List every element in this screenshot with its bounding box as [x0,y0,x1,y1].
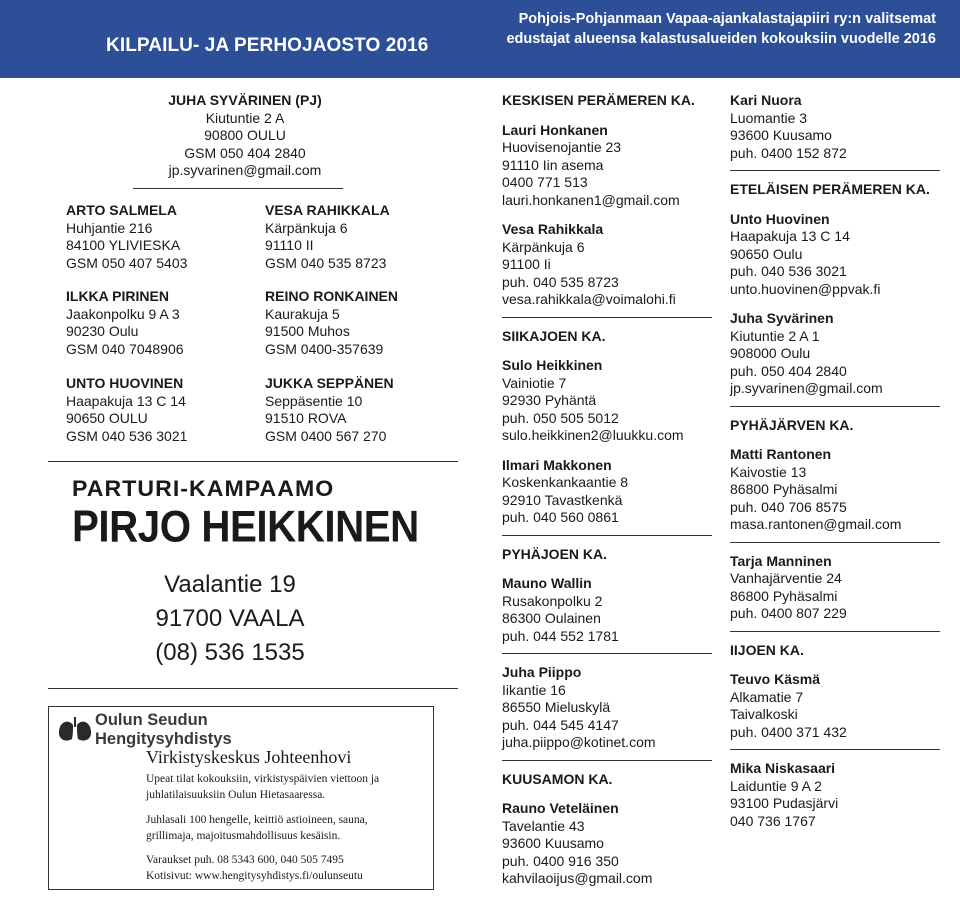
person-line: puh. 040 535 8723 [502,273,619,290]
contact-line: Haapakuja 13 C 14 [66,392,186,409]
person-entry [730,211,940,299]
person-line: puh. 040 560 0861 [502,509,619,525]
contact-line: GSM 040 535 8723 [265,254,387,271]
header-subtitle-line1: Pohjois-Pohjanmaan Vapaa-ajankalastajapiiri ry:n valitsemat [518,11,936,27]
header-banner [0,0,960,78]
person-name: Ilmari Makkonen [502,456,612,473]
health-association-ad [48,706,434,890]
person-entry [730,553,940,623]
person-line: Rusakonpolku 2 [502,592,603,609]
person-name: Mika Niskasaari [730,760,836,776]
person-line: Vanhajärventie 24 [730,570,842,586]
person-entry [502,221,712,309]
person-line: puh. 044 552 1781 [502,627,619,644]
person-line: 93100 Pudasjärvi [730,795,839,811]
barber-ad-name: PIRJO HEIKKINEN [72,501,419,552]
contact-left-3 [66,375,256,445]
person-name: Rauno Veteläinen [502,800,619,816]
person-line: puh. 040 706 8575 [730,498,847,515]
person-line: 92910 Tavastkenkä [502,491,623,508]
person-entry [730,760,940,830]
contact-left-2 [66,288,256,358]
contact-line: 91510 ROVA [265,410,347,426]
person-line: Kaivostie 13 [730,463,807,480]
person-email: kahvilaoijus@gmail.com [502,870,653,886]
person-line: Luomantie 3 [730,109,808,126]
section-heading: ETELÄISEN PERÄMEREN KA. [730,181,930,197]
person-email: unto.huovinen@ppvak.fi [730,280,881,297]
contact-name: ARTO SALMELA [66,202,177,218]
health-ad-title: Virkistyskeskus Johteenhovi [146,747,352,767]
section-divider [502,317,712,318]
chair-contact [150,92,340,180]
contact-line: Huhjantie 216 [66,219,153,236]
person-line: Laiduntie 9 A 2 [730,777,822,794]
section-divider [48,688,458,689]
person-name: Juha Syvärinen [730,310,834,326]
health-ad-paragraph-3 [146,853,363,884]
health-ad-text: Kotisivut: www.hengitysyhdistys.fi/oulunseutu [146,869,363,882]
person-entry [502,664,712,752]
person-line: 91110 Iin asema [502,156,604,173]
contact-line: 90650 OULU [66,410,148,426]
chair-line: Kiutuntie 2 A [205,109,285,126]
barber-ad-street: Vaalantie 19 [164,571,296,598]
person-line: 90650 Oulu [730,245,803,262]
section-divider [730,406,940,407]
section-heading: PYHÄJÄRVEN KA. [730,416,854,433]
health-logo-text [95,711,232,749]
contact-line: 91110 II [265,237,314,253]
person-line: Tavelantie 43 [502,817,585,834]
person-email: juha.piippo@kotinet.com [502,734,656,750]
person-entry [502,800,712,888]
person-line: puh. 050 404 2840 [730,362,847,379]
barber-ad [72,476,419,552]
person-name: Kari Nuora [730,92,802,108]
person-line: 93600 Kuusamo [502,835,604,851]
health-ad-text: Upeat tilat kokouksiin, virkistyspäivien viettoon ja [146,773,380,785]
area-column-right [730,92,940,830]
person-line: Kärpänkuja 6 [502,238,585,255]
person-line: puh. 040 536 3021 [730,263,847,279]
area-column-middle [502,92,712,888]
person-line: puh. 0400 371 432 [730,723,847,740]
person-name: Vesa Rahikkala [502,221,604,237]
contact-name: ILKKA PIRINEN [66,288,169,304]
person-entry [730,92,940,162]
contact-line: 91500 Muhos [265,323,350,339]
person-line: Huovisenojantie 23 [502,139,622,155]
barber-ad-address [110,568,350,670]
contact-right-1 [265,202,455,272]
chair-email: jp.syvarinen@gmail.com [168,162,322,178]
person-entry [502,457,712,527]
contact-line: Seppäsentie 10 [265,392,363,409]
health-ad-text: juhlatilaisuuksiin Oulun Hietasaaressa. [146,788,326,801]
header-subtitle-line2: edustajat alueensa kalastusalueiden kokouksiin vuodelle 2016 [506,31,936,47]
person-entry [502,575,712,645]
header-title: KILPAILU- JA PERHOJAOSTO 2016 [106,35,429,56]
person-line: 908000 Oulu [730,345,811,361]
health-ad-paragraph-2 [146,813,368,844]
barber-ad-city: 91700 VAALA [155,605,305,632]
section-divider [730,749,940,750]
contact-right-2 [265,288,455,358]
person-name: Sulo Heikkinen [502,357,603,373]
person-entry [502,357,712,445]
person-line: 86300 Oulainen [502,610,601,626]
section-heading: KESKISEN PERÄMEREN KA. [502,92,695,108]
contact-line: Kärpänkuja 6 [265,219,348,236]
section-divider [48,461,458,462]
person-line: 0400 771 513 [502,174,588,190]
contact-line: GSM 0400-357639 [265,340,384,357]
lungs-logo-icon [57,715,93,750]
contact-name: VESA RAHIKKALA [265,202,390,218]
person-line: 91100 Ii [502,256,551,272]
person-line: Iikantie 16 [502,681,566,698]
person-line: 86800 Pyhäsalmi [730,481,838,497]
person-line: 86800 Pyhäsalmi [730,587,838,604]
section-divider [730,542,940,543]
health-ad-text: Juhlasali 100 hengelle, keittiö astioineen, sauna, [146,814,368,826]
section-divider [730,170,940,171]
person-line: puh. 044 545 4147 [502,716,619,733]
person-line: 93600 Kuusamo [730,127,832,143]
person-email: jp.syvarinen@gmail.com [730,380,883,396]
person-entry [730,446,940,534]
barber-ad-phone: (08) 536 1535 [155,639,305,666]
person-email: lauri.honkanen1@gmail.com [502,191,680,208]
contact-line: GSM 040 7048906 [66,340,184,357]
person-name: Lauri Honkanen [502,121,608,138]
section-heading: KUUSAMON KA. [502,770,613,787]
chair-divider [133,188,343,189]
person-entry [730,310,940,398]
person-line: puh. 0400 916 350 [502,852,619,869]
health-logo-line2: Hengitysyhdistys [95,730,232,748]
header-subtitle [506,9,936,49]
contact-name: UNTO HUOVINEN [66,375,184,391]
section-divider [502,653,712,654]
person-name: Unto Huovinen [730,210,830,227]
chair-name: JUHA SYVÄRINEN (PJ) [168,92,322,108]
person-entry [730,671,940,741]
person-name: Mauno Wallin [502,575,592,591]
section-divider [502,535,712,536]
person-entry [502,122,712,210]
person-name: Matti Rantonen [730,446,832,462]
person-line: 92930 Pyhäntä [502,392,597,408]
contact-line: GSM 0400 567 270 [265,427,387,444]
section-heading: PYHÄJOEN KA. [502,545,608,562]
contact-name: JUKKA SEPPÄNEN [265,375,394,391]
person-line: puh. 050 505 5012 [502,409,619,426]
section-divider [502,760,712,761]
person-line: 86550 Mieluskylä [502,699,611,715]
person-name: Juha Piippo [502,664,582,680]
person-line: Kiutuntie 2 A 1 [730,327,820,344]
contact-left-1 [66,202,256,272]
contact-line: 90230 Oulu [66,323,139,339]
health-logo-line1: Oulun Seudun [95,711,208,729]
health-ad-paragraph-1 [146,772,379,803]
contact-line: GSM 040 536 3021 [66,427,188,444]
person-name: Teuvo Käsmä [730,671,820,687]
contact-name: REINO RONKAINEN [265,288,399,304]
section-heading: IIJOEN KA. [730,641,804,658]
person-line: Alkamatie 7 [730,688,804,705]
contact-line: Kaurakuja 5 [265,305,340,322]
contact-right-3 [265,375,455,445]
health-ad-text: grillimaja, majoitusmahdollisuus kesäisin. [146,829,341,842]
person-line: Haapakuja 13 C 14 [730,228,850,244]
person-line: puh. 0400 807 229 [730,605,847,621]
chair-line: GSM 050 404 2840 [184,144,306,161]
person-line: Taivalkoski [730,706,798,722]
person-line: 040 736 1767 [730,812,816,829]
contact-line: 84100 YLIVIESKA [66,237,181,253]
chair-line: 90800 OULU [204,127,286,143]
person-email: masa.rantonen@gmail.com [730,516,902,532]
person-email: sulo.heikkinen2@luukku.com [502,427,684,443]
person-line: Koskenkankaantie 8 [502,474,629,490]
person-name: Tarja Manninen [730,552,832,569]
contact-line: GSM 050 407 5403 [66,254,188,271]
person-line: Vainiotie 7 [502,374,567,391]
person-email: vesa.rahikkala@voimalohi.fi [502,291,676,307]
health-ad-text: Varaukset puh. 08 5343 600, 040 505 7495 [146,854,344,866]
contact-line: Jaakonpolku 9 A 3 [66,305,180,322]
barber-ad-type: PARTURI-KAMPAAMO [72,476,335,501]
person-line: puh. 0400 152 872 [730,144,847,161]
section-heading: SIIKAJOEN KA. [502,327,606,344]
section-divider [730,631,940,632]
